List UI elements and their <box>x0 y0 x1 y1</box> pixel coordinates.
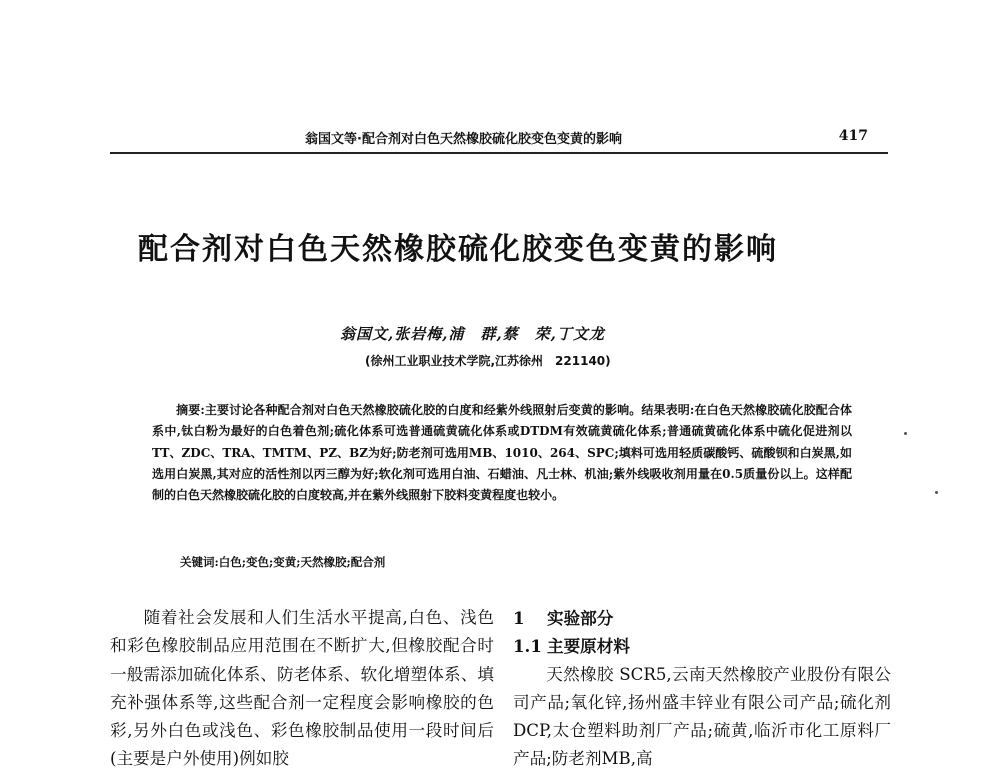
keywords: 关键词:白色;变色;变黄;天然橡胶;配合剂 <box>180 555 386 569</box>
abstract-text: 摘要:主要讨论各种配合剂对白色天然橡胶硫化胶的白度和经紫外线照射后变黄的影响。结果表明:在白色天然橡胶硫化胶配合体系中,钛白粉为最好的白色着色剂;硫化体系可选普通硫黄硫化体系或DTDM有效硫黄硫化体系;普通硫黄硫化体系中硫化促进剂以TT、ZDC、TRA、TMTM、PZ、BZ为好;防老剂可选用MB、1010、264、SPC;填料可选用轻质碳酸钙、硫酸钡和白炭黑,如选用白炭黑,其对应的活性剂以丙三醇为好;软化剂可选用白油、石蜡油、凡士林、机油;紫外线吸收剂用量在0.5质量份以上。这样配制的白色天然橡胶硫化胶的白度较高,并在紫外线照射下胶料变黄程度也较小。 <box>152 403 852 503</box>
body-right-column <box>513 604 891 774</box>
article-title: 配合剂对白色天然橡胶硫化胶变色变黄的影响 <box>138 232 778 267</box>
intro-paragraph: 随着社会发展和人们生活水平提高,白色、浅色和彩色橡胶制品应用范围在不断扩大,但橡胶配合时一般需添加硫化体系、防老体系、软化增塑体系、填充补强体系等,这些配合剂一定程度会影响橡胶的色彩,另外白色或浅色、彩色橡胶制品使用一段时间后(主要是户外使用)例如胶 <box>110 608 494 769</box>
header-rule <box>110 152 888 154</box>
abstract <box>152 400 852 506</box>
subsection-title: 主要原材料 <box>547 636 630 657</box>
section-heading-1-1 <box>513 632 891 660</box>
running-title: 翁国文等·配合剂对白色天然橡胶硫化胶变色变黄的影响 <box>305 132 622 147</box>
running-header <box>110 128 888 150</box>
materials-text: 天然橡胶 SCR5,云南天然橡胶产业股份有限公司产品;氧化锌,扬州盛丰锌业有限公司产品;硫化剂 DCP,太仓塑料助剂厂产品;硫黄,临沂市化工原料厂产品;防老剂MB,高 <box>513 664 891 769</box>
body-left-column <box>110 604 494 774</box>
scan-speck <box>935 491 938 494</box>
section-heading-1 <box>513 604 891 632</box>
scan-speck <box>904 432 907 435</box>
affiliation: (徐州工业职业技术学院,江苏徐州 221140) <box>365 354 611 368</box>
subsection-number: 1.1 <box>513 636 542 657</box>
page-number: 417 <box>838 128 868 144</box>
authors: 翁国文,张岩梅,浦 群,蔡 荣,丁文龙 <box>340 325 605 343</box>
section-number: 1 <box>513 608 525 628</box>
section-title: 实验部分 <box>547 608 614 628</box>
materials-paragraph <box>513 661 891 774</box>
